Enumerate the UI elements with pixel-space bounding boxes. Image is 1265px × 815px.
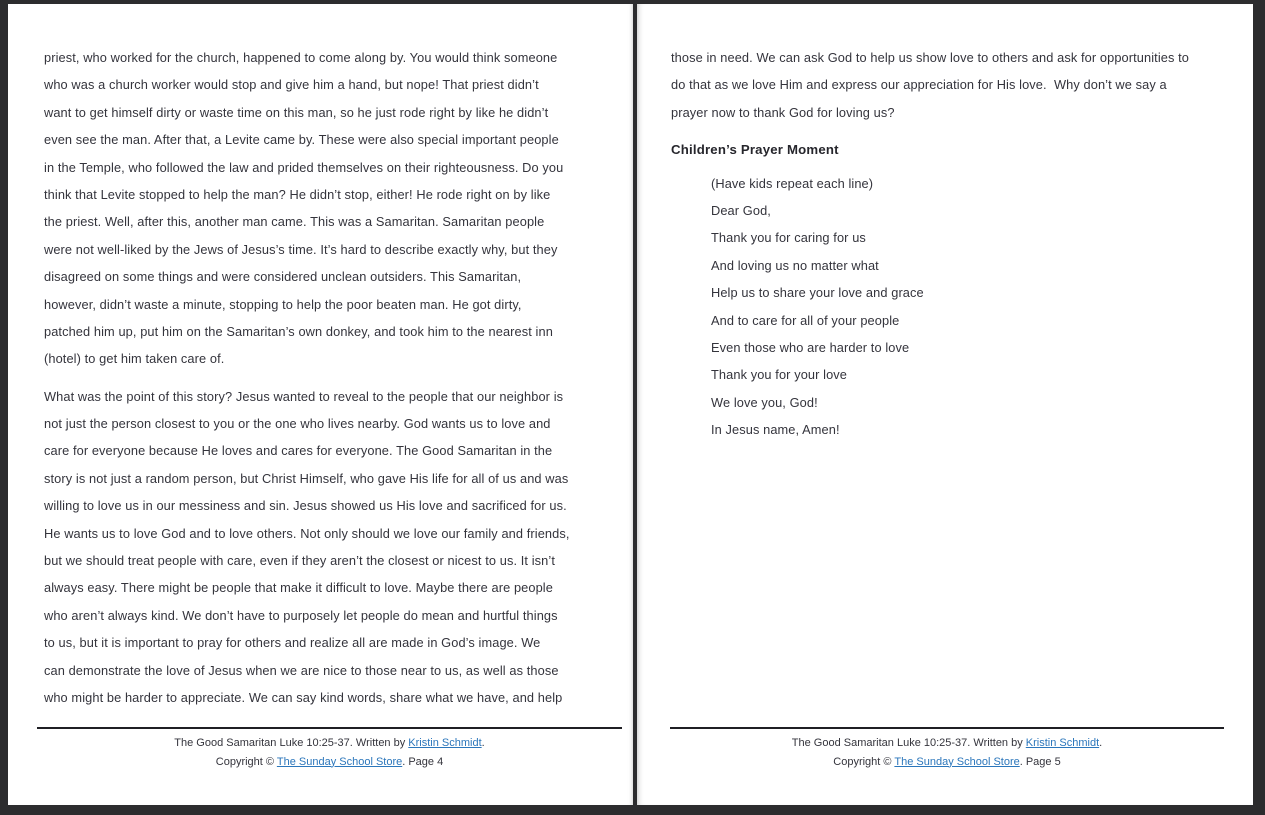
- text-line: And loving us no matter what: [711, 257, 879, 273]
- text-line: In Jesus name, Amen!: [711, 422, 840, 438]
- text-line: those in need. We can ask God to help us show love to others and ask for opportunities to: [671, 50, 1190, 65]
- text-line: (hotel) to get him taken care of.: [44, 351, 225, 367]
- footer-divider-line: [37, 727, 622, 729]
- footer-period: .: [481, 737, 485, 749]
- page-5: [637, 4, 1253, 805]
- text-line: (Have kids repeat each line): [711, 175, 874, 191]
- text-line: We love you, God!: [711, 394, 818, 410]
- page-footer: [670, 727, 1224, 771]
- text-line: were not well-liked by the Jews of Jesus’s time. It’s hard to describe exactly why, but they: [44, 241, 558, 257]
- text-line: who might be harder to appreciate. We can say kind words, share what we have, and help: [44, 689, 563, 705]
- text-line: patched him up, put him on the Samaritan’s own donkey, and took him to the nearest inn: [44, 323, 553, 339]
- text-line: not just the person closest to you or the one who lives nearby. God wants us to love and: [44, 416, 551, 432]
- footer-title-text: The Good Samaritan Luke 10:25-37. Written by: [791, 737, 1026, 749]
- story-paragraph-1: [44, 44, 613, 373]
- story-paragraph-3: [671, 44, 1233, 126]
- text-line: care for everyone because He loves and cares for everyone. The Good Samaritan in the: [44, 443, 553, 459]
- text-line: even see the man. After that, a Levite came by. These were also special important people: [44, 132, 559, 148]
- copyright-text: Copyright ©: [833, 755, 895, 768]
- text-line: but we should treat people with care, even if they aren’t the closest or nicest to us. It isn’t: [44, 553, 555, 569]
- text-line: who aren’t always kind. We don’t have to purposely let people do mean and hurtful things: [44, 607, 558, 623]
- text-line: He wants us to love God and to love others. Not only should we love our family and friends,: [44, 525, 570, 541]
- store-link[interactable]: The Sunday School Store: [894, 755, 1020, 768]
- page-4-content: [44, 44, 613, 711]
- footer-attribution: [37, 734, 622, 753]
- text-line: do that as we love Him and express our appreciation for His love. Why don’t we say a: [671, 77, 1167, 93]
- store-link[interactable]: The Sunday School Store: [276, 755, 403, 768]
- prayer-lines: [711, 170, 1233, 444]
- page-number: . Page 4: [402, 755, 444, 768]
- footer-copyright: [37, 753, 622, 772]
- footer-copyright: [670, 753, 1224, 772]
- text-line: And to care for all of your people: [711, 312, 900, 328]
- footer-title-text: The Good Samaritan Luke 10:25-37. Written by: [174, 737, 409, 749]
- page-footer: [37, 727, 622, 771]
- text-line: think that Levite stopped to help the man? He didn’t stop, either! He rode right on by like: [44, 186, 551, 202]
- copyright-text: Copyright ©: [215, 755, 277, 768]
- text-line: can demonstrate the love of Jesus when we are nice to those near to us, as well as those: [44, 662, 559, 678]
- text-line: to us, but it is important to pray for others and realize all are made in God’s image. We: [44, 635, 541, 651]
- author-link[interactable]: Kristin Schmidt: [1025, 737, 1100, 749]
- footer-attribution: [670, 734, 1224, 753]
- text-line: disagreed on some things and were considered unclean outsiders. This Samaritan,: [44, 269, 522, 285]
- text-line: story is not just a random person, but Christ Himself, who gave His life for all of us and was: [44, 470, 569, 486]
- story-paragraph-2: [44, 383, 613, 712]
- text-line: in the Temple, who followed the law and prided themselves on their righteousness. Do you: [44, 159, 564, 175]
- page-5-content: [671, 44, 1233, 443]
- text-line: want to get himself dirty or waste time on this man, so he just rode right by like he didn’t: [44, 104, 549, 120]
- section-heading-childrens-prayer-moment: Children’s Prayer Moment: [671, 142, 839, 158]
- text-line: willing to love us in our messiness and sin. Jesus showed us His love and sacrificed for us.: [44, 498, 567, 514]
- text-line: Help us to share your love and grace: [711, 285, 924, 301]
- text-line: Thank you for your love: [711, 367, 848, 383]
- text-line: Dear God,: [711, 202, 771, 218]
- text-line: Even those who are harder to love: [711, 339, 910, 355]
- text-line: always easy. There might be people that make it difficult to love. Maybe there are people: [44, 580, 553, 596]
- text-line: prayer now to thank God for loving us?: [671, 104, 895, 120]
- text-line: who was a church worker would stop and give him a hand, but nope! That priest didn’t: [44, 77, 539, 93]
- text-line: the priest. Well, after this, another man came. This was a Samaritan. Samaritan people: [44, 214, 545, 230]
- footer-period: .: [1099, 737, 1103, 749]
- footer-divider-line: [670, 727, 1224, 729]
- page-number: . Page 5: [1019, 755, 1061, 768]
- text-line: What was the point of this story? Jesus wanted to reveal to the people that our neighbor is: [44, 388, 564, 404]
- text-line: Thank you for caring for us: [711, 230, 866, 246]
- text-line: priest, who worked for the church, happened to come along by. You would think someone: [44, 50, 558, 65]
- author-link[interactable]: Kristin Schmidt: [408, 737, 482, 749]
- page-4: [8, 4, 633, 805]
- text-line: however, didn’t waste a minute, stopping to help the poor beaten man. He got dirty,: [44, 296, 522, 312]
